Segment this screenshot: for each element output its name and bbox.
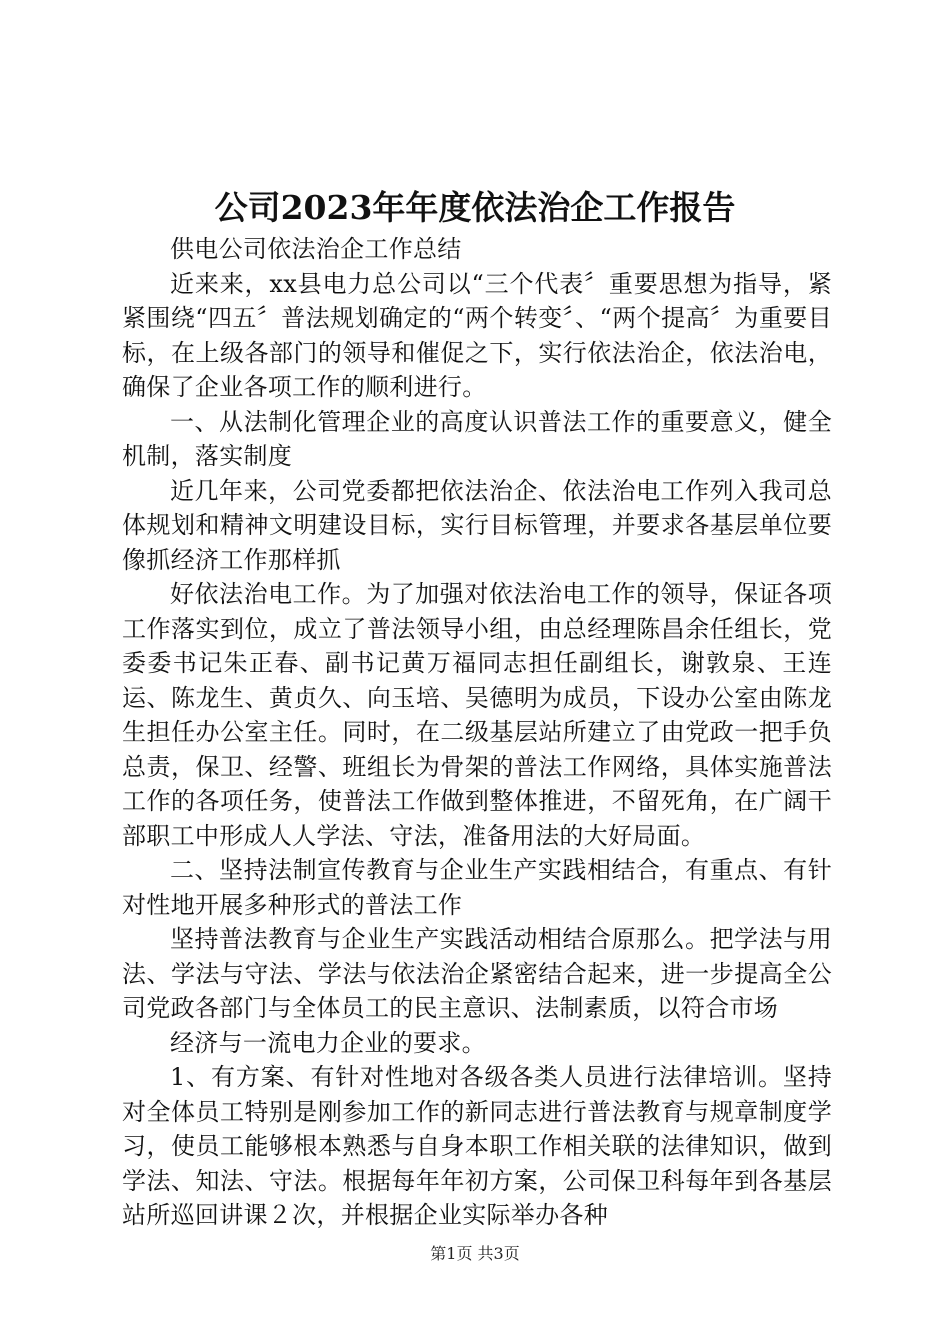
- document-body: [122, 232, 832, 1233]
- section-heading: 二、坚持法制宣传教育与企业生产实践相结合，有重点、有针对性地开展多种形式的普法工作: [122, 856, 832, 919]
- paragraph: 1、有方案、有针对性地对各级各类人员进行法律培训。坚持对全体员工特别是刚参加工作的新同志进行普法教育与规章制度学习，使员工能够根本熟悉与自身本职工作相关联的法律知识，做到学法、知法、守法。根据每年年初方案，公司保卫科每年到各基层站所巡回讲课２次，并根据企业实际举办各种: [122, 1063, 832, 1229]
- paragraph: 近来来，xx县电力总公司以“三个代表〞重要思想为指导，紧紧围绕“四五〞普法规划确定的“两个转变〞、“两个提高〞为重要目标，在上级各部门的领导和催促之下，实行依法治企，依法治电，确保了企业各项工作的顺利进行。: [122, 269, 832, 401]
- section-heading: 一、从法制化管理企业的高度认识普法工作的重要意义，健全机制，落实制度: [122, 407, 832, 470]
- paragraph: 坚持普法教育与企业生产实践活动相结合原那么。把学法与用法、学法与守法、学法与依法治企紧密结合起来，进一步提高全公司党政各部门与全体员工的民主意识、法制素质，以符合市场: [122, 925, 832, 1022]
- page-number-footer: 第1页 共3页: [430, 1244, 520, 1263]
- document-title: 公司2023年年度依法治企工作报告: [214, 188, 736, 227]
- paragraph: 经济与一流电力企业的要求。: [170, 1028, 486, 1057]
- paragraph: 近几年来，公司党委都把依法治企、依法治电工作列入我司总体规划和精神文明建设目标，实行目标管理，并要求各基层单位要像抓经济工作那样抓: [122, 476, 832, 574]
- paragraph: 供电公司依法治企工作总结: [170, 235, 462, 263]
- paragraph: 好依法治电工作。为了加强对依法治电工作的领导，保证各项工作落实到位，成立了普法领导小组，由总经理陈昌余任组长，党委委书记朱正春、副书记黄万福同志担任副组长，谢敦泉、王连运、陈龙生、黄贞久、向玉培、吴德明为成员，下设办公室由陈龙生担任办公室主任。同时，在二级基层站所建立了由党政一把手负总责，保卫、经警、班组长为骨架的普法工作网络，具体实施普法工作的各项任务，使普法工作做到整体推进，不留死角，在广阔干部职工中形成人人学法、守法，准备用法的大好局面。: [122, 580, 832, 850]
